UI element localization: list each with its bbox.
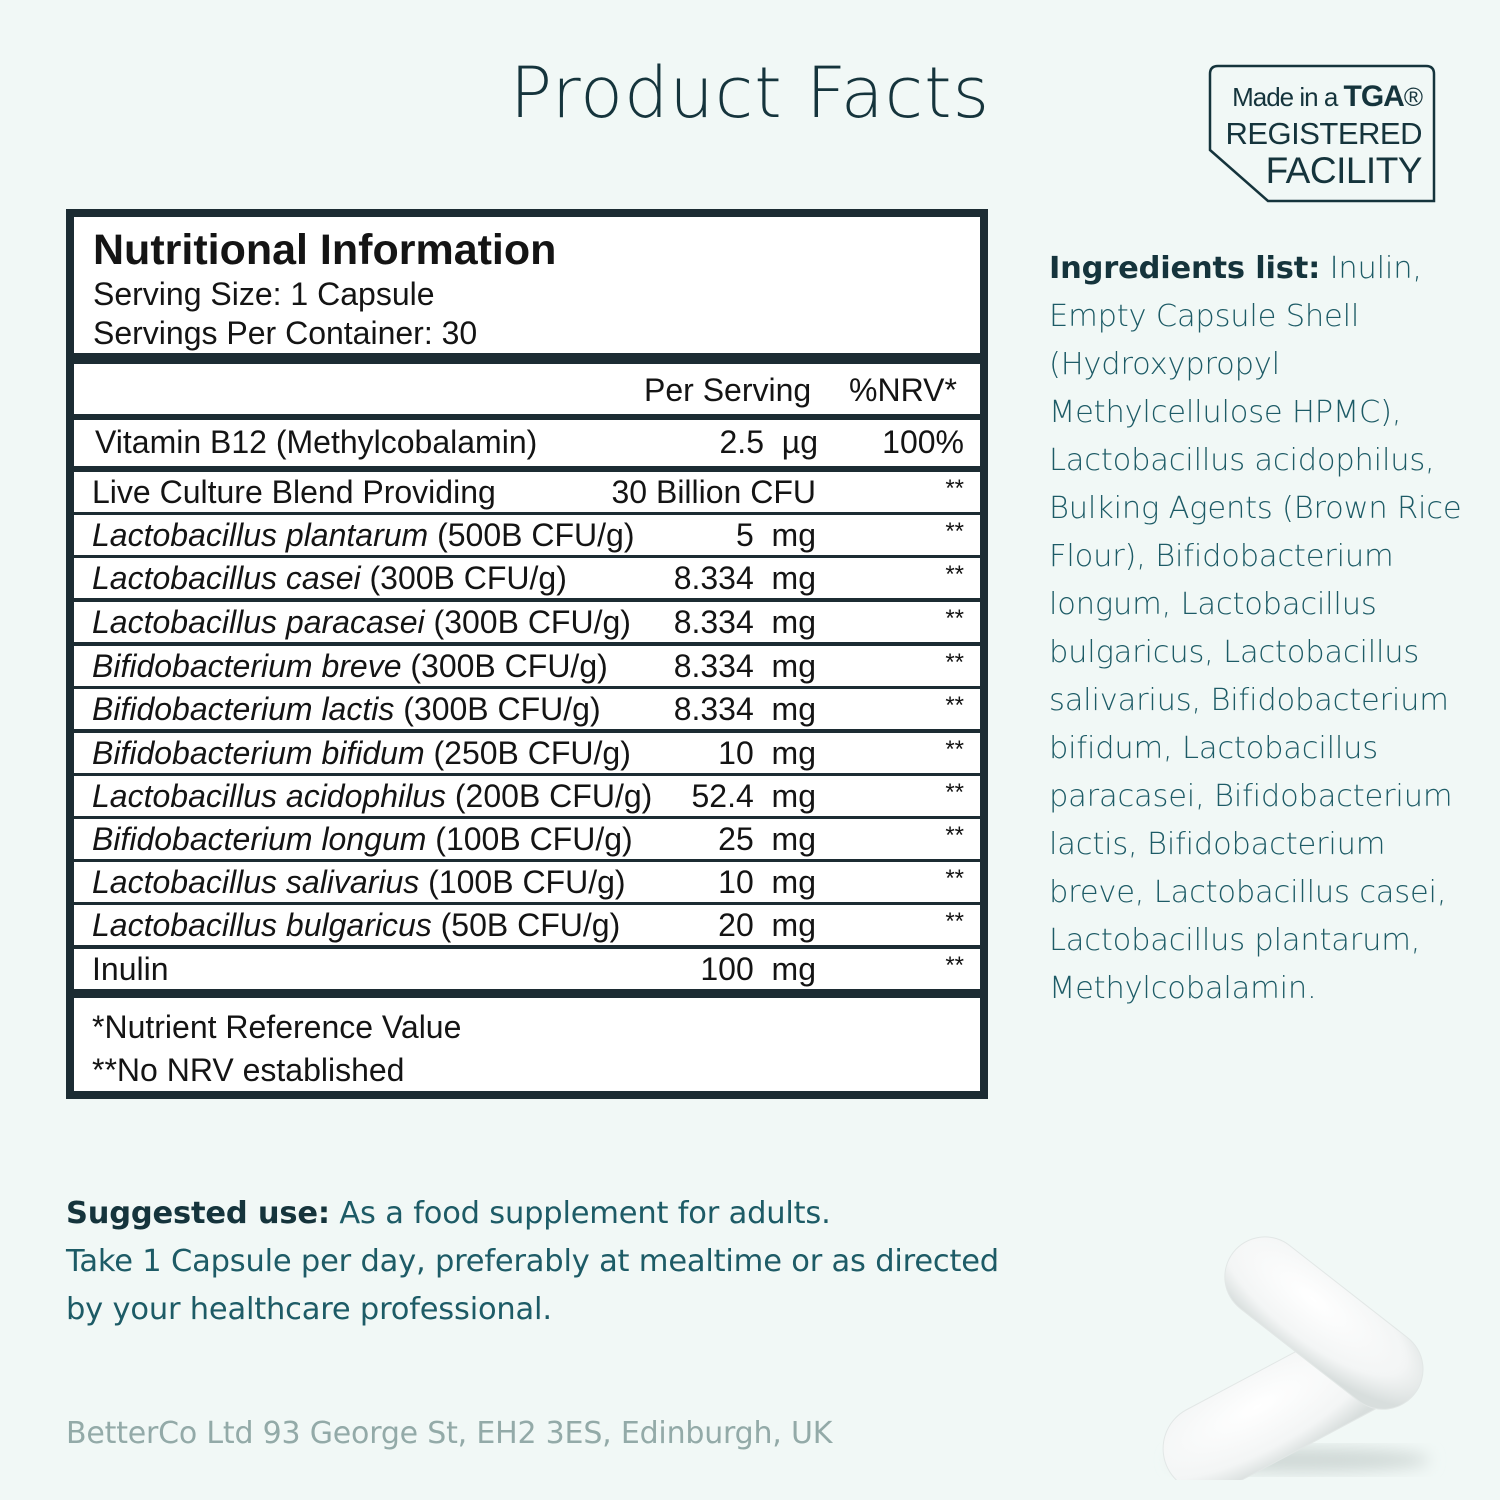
usage-line2: Take 1 Capsule per day, preferably at mealtime or as directed by your healthcare professional. [66,1244,999,1327]
row-ingredient-name [92,473,496,511]
row-ingredient-name [92,647,608,685]
row-species-name: Lactobacillus bulgaricus [92,907,432,943]
ingredients-label: Ingredients list: [1049,251,1321,286]
row-species-name: Lactobacillus acidophilus [92,778,446,814]
row-nrv: ** [945,475,964,502]
row-nrv: ** [945,952,964,979]
table-row [74,646,980,686]
table-row [74,689,980,729]
row-strain-potency: (300B CFU/g) [424,604,631,640]
row-species-name: Bifidobacterium bifidum [92,735,425,771]
row-species-name: Lactobacillus salivarius [92,864,420,900]
b12-amount: 2.5 µg [719,424,818,460]
row-ingredient-name [92,516,634,554]
row-ingredient-name [92,863,626,901]
table-row [74,558,980,598]
row-amount: 30 Billion CFU [611,474,816,510]
row-ingredient-name [92,603,631,641]
row-nrv: ** [945,649,964,676]
row-amount: 20 mg [718,907,816,943]
row-ingredient-name [92,906,620,944]
row-strain-potency: (250B CFU/g) [424,735,631,771]
row-nrv: ** [945,736,964,763]
nutrition-heading: Nutritional Information [93,226,557,274]
usage-line1: As a food supplement for adults. [329,1196,831,1231]
row-amount: 8.334 mg [673,691,816,727]
row-ingredient-name [92,950,169,988]
row-strain-potency: (100B CFU/g) [426,821,633,857]
row-ingredient-name [92,820,633,858]
row-amount: 8.334 mg [673,560,816,596]
footnote-nrv: *Nutrient Reference Value [92,1009,462,1045]
row-species-name: Bifidobacterium lactis [92,691,395,727]
column-header [74,364,980,414]
row-amount: 5 mg [735,517,816,553]
row-amount: 10 mg [718,864,816,900]
ingredients-text: Inulin, Empty Capsule Shell (Hydroxypropyl Methylcellulose HPMC), Lactobacillus acidophilus, Bulking Agents (Brown Rice Flour), Bifidobacterium longum, Lactobacillus bulgaricus, Lactobacillus salivarius, Bifidobacterium bifidum, Lactobacillus paracasei, Bifidobacterium lactis, Bifidobacterium breve, Lactobacillus casei, Lactobacillus plantarum, Methylcobalamin. [1049,251,1462,1006]
row-strain-potency: (300B CFU/g) [401,648,608,684]
suggested-use [66,1190,1006,1334]
servings-per-container: Servings Per Container: 30 [93,315,478,351]
footnote-no-nrv: **No NRV established [92,1052,405,1088]
row-amount: 25 mg [718,821,816,857]
badge-line2: REGISTERED [1225,116,1422,151]
nutrition-header [74,217,980,353]
capsules-image [1130,1210,1450,1480]
row-strain-potency: (500B CFU/g) [428,517,635,553]
table-row [74,819,980,859]
badge-line1: Made in a TGA® [1232,80,1422,113]
tga-badge [1208,64,1436,203]
row-strain-potency: (300B CFU/g) [394,691,601,727]
table-row [74,776,980,816]
row-strain-potency: (200B CFU/g) [446,778,653,814]
col-nrv: %NRV* [849,372,957,408]
row-amount: 100 mg [700,951,816,987]
row-ingredient-name [92,559,567,597]
table-row [74,472,980,512]
row-nrv: ** [945,822,964,849]
row-amount: 8.334 mg [673,604,816,640]
row-strain-potency: (100B CFU/g) [419,864,626,900]
col-per-serving: Per Serving [644,372,812,408]
row-species-name: Lactobacillus casei [92,560,361,596]
row-nrv: ** [945,518,964,545]
row-nrv: ** [945,605,964,632]
row-strain-potency: (50B CFU/g) [431,907,621,943]
company-address: BetterCo Ltd 93 George St, EH2 3ES, Edinburgh, UK [66,1416,833,1451]
badge-line3: FACILITY [1265,150,1422,191]
row-species-name: Bifidobacterium breve [92,648,402,684]
table-row [74,862,980,902]
row-amount: 10 mg [718,735,816,771]
table-row [74,949,980,989]
row-ingredient-name [92,777,652,815]
serving-size: Serving Size: 1 Capsule [93,276,435,312]
row-nrv: ** [945,692,964,719]
row-amount: 52.4 mg [691,778,816,814]
row-nrv: ** [945,908,964,935]
ingredient-rows [74,472,980,989]
usage-label: Suggested use: [66,1196,330,1231]
row-nrv: ** [945,561,964,588]
row-ingredient-name [92,690,601,728]
row-strain-potency: Live Culture Blend Providing [92,474,496,510]
row-species-name: Lactobacillus plantarum [92,517,429,553]
row-nrv: ** [945,779,964,806]
nutrition-panel [66,209,988,1099]
row-strain-potency: Inulin [92,951,169,987]
row-amount: 8.334 mg [673,648,816,684]
row-strain-potency: (300B CFU/g) [360,560,567,596]
row-nrv: ** [945,865,964,892]
b12-name: Vitamin B12 (Methylcobalamin) [95,424,538,460]
b12-nrv: 100% [882,424,964,460]
table-row [74,905,980,945]
row-species-name: Bifidobacterium longum [92,821,427,857]
table-row [74,602,980,642]
nutrition-footnotes [74,998,980,1091]
ingredients-list [1049,245,1469,1013]
row-species-name: Lactobacillus paracasei [92,604,425,640]
b12-row [74,420,980,466]
page-title: Product Facts [509,52,991,134]
table-row [74,733,980,773]
row-ingredient-name [92,734,631,772]
table-row [74,515,980,555]
